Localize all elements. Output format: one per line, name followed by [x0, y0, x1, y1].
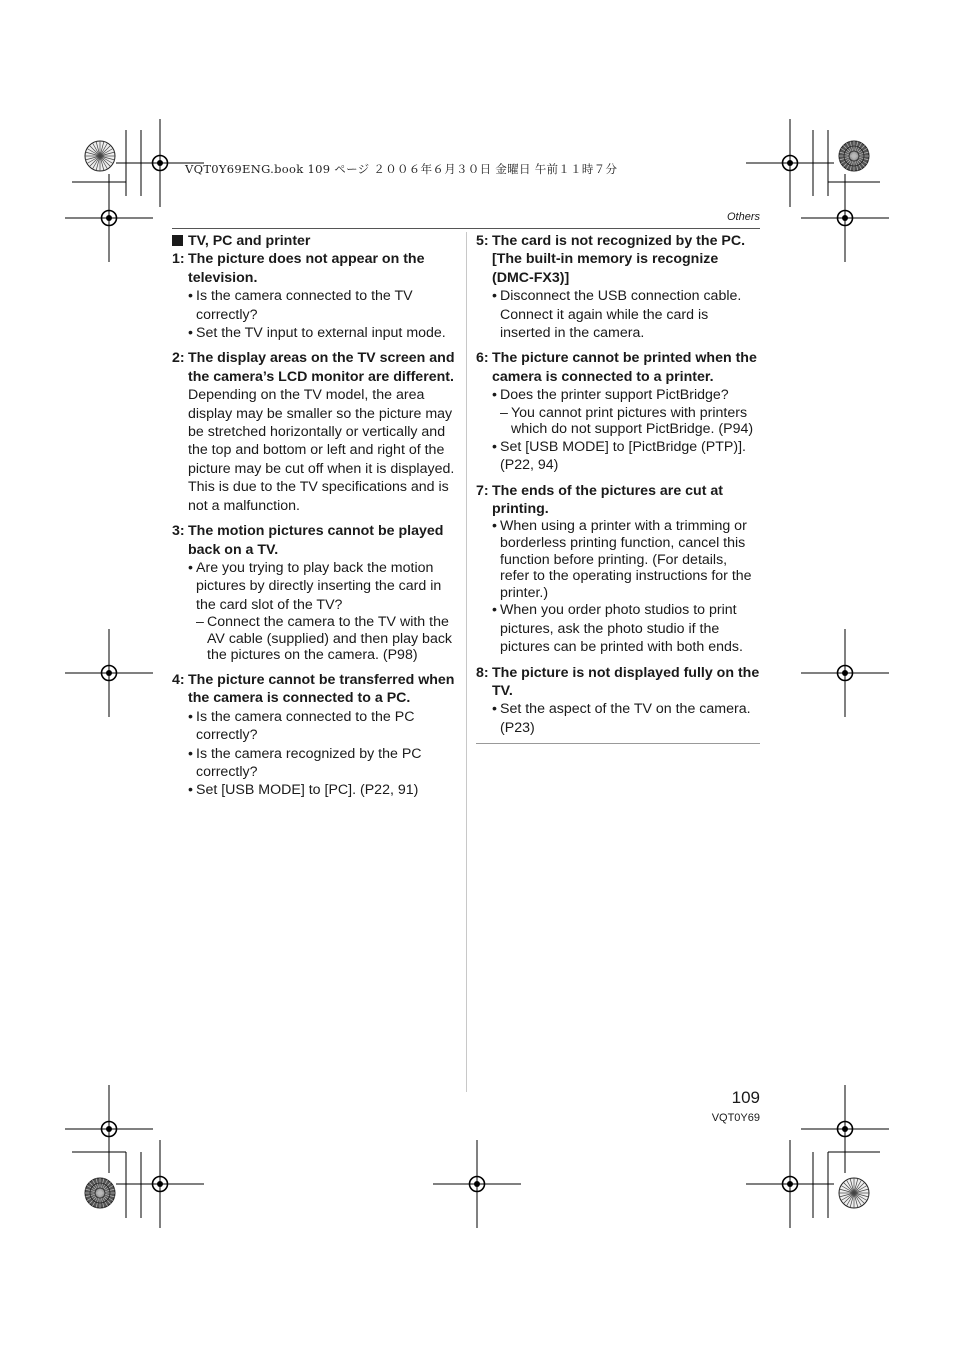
registration-mark-icon: [65, 1085, 153, 1173]
left-question-list: [172, 250, 460, 799]
bullet-item: [188, 781, 460, 799]
registration-mark-icon: [801, 629, 889, 717]
dash-icon: –: [500, 404, 508, 421]
item-title-text: The display areas on the TV screen and the camera’s LCD monitor are different.: [188, 350, 455, 385]
item-title: [172, 522, 460, 559]
bullet-text: Is the camera connected to the TV correctly?: [196, 288, 413, 323]
troubleshooting-item: [172, 250, 460, 342]
item-title: [172, 671, 460, 708]
item-title: [476, 232, 760, 287]
bullet-item: [188, 559, 460, 614]
registration-mark-icon: [65, 629, 153, 717]
header-rule: [172, 228, 760, 229]
registration-mark-icon: [433, 1140, 521, 1228]
right-question-list: [476, 232, 760, 737]
gray-wheel-icon: [839, 141, 869, 171]
item-number: 2:: [172, 350, 185, 367]
item-title-text: The card is not recognized by the PC. [The built-in memory is recognize (DMC-FX3)]: [492, 233, 746, 286]
bullet-item: [492, 700, 760, 737]
item-title: [172, 349, 460, 386]
item-number: 6:: [476, 350, 489, 367]
bullet-text: Disconnect the USB connection cable. Connect it again while the card is inserted in the camera.: [500, 288, 742, 342]
item-number: 5:: [476, 233, 489, 249]
bullet-text: Set [USB MODE] to [PC]. (P22, 91): [196, 782, 419, 799]
troubleshooting-item: [476, 664, 760, 738]
section-heading: [172, 232, 460, 250]
bullet-dot-icon: •: [188, 745, 193, 762]
bullet-dot-icon: •: [492, 602, 497, 619]
bullet-text: Does the printer support PictBridge?: [500, 387, 729, 404]
bullet-item: [188, 324, 460, 342]
registration-mark-icon: [116, 1140, 204, 1228]
bullet-dot-icon: •: [188, 325, 193, 342]
item-title-text: The ends of the pictures are cut at printing.: [492, 482, 723, 518]
bullet-dot-icon: •: [188, 559, 193, 576]
item-title: [476, 349, 760, 386]
item-body: [172, 287, 460, 342]
print-info-slug: VQT0Y69ENG.book 109 ページ ２００６年６月３０日 金曜日 午前１１時７分: [185, 162, 618, 176]
item-title-text: The picture is not displayed fully on the TV.: [492, 664, 760, 700]
bullet-dot-icon: •: [492, 288, 497, 305]
item-body: [172, 386, 460, 515]
item-title-text: The picture cannot be transferred when the camera is connected to a PC.: [188, 671, 455, 707]
item-title: [476, 482, 760, 519]
item-title: [172, 250, 460, 287]
item-title-text: The picture cannot be printed when the camera is connected to a printer.: [492, 350, 757, 385]
troubleshooting-item: [476, 232, 760, 342]
column-divider: [466, 232, 467, 1092]
item-title-text: The picture does not appear on the television.: [188, 251, 425, 286]
bullet-item: [188, 708, 460, 745]
registration-mark-icon: [801, 174, 889, 262]
right-column: [476, 232, 760, 744]
item-number: 3:: [172, 523, 185, 540]
page-number: 109: [731, 1088, 760, 1107]
troubleshooting-item: [172, 522, 460, 664]
registration-mark-icon: [746, 119, 834, 207]
bullet-item: [188, 287, 460, 324]
bullet-dot-icon: •: [492, 518, 497, 535]
item-title-text: The motion pictures cannot be played back on a TV.: [188, 523, 444, 558]
troubleshooting-item: [172, 671, 460, 800]
bullet-item: [492, 438, 760, 475]
bullet-item: [492, 518, 760, 601]
item-number: 4:: [172, 671, 185, 688]
bullet-dot-icon: •: [492, 438, 497, 455]
bullet-text: When using a printer with a trimming or borderless printing function, cancel this function before printing. (For details, refer to the operating instructions for the printer.): [500, 518, 752, 601]
square-bullet-icon: [172, 235, 183, 246]
bullet-text: Is the camera recognized by the PC correctly?: [196, 745, 422, 780]
item-body: [476, 287, 760, 342]
item-body: [172, 708, 460, 800]
bullet-item: [492, 601, 760, 656]
model-code: VQT0Y69: [711, 1112, 760, 1124]
section-name: Others: [726, 211, 760, 223]
gray-wheel-icon: [85, 1178, 115, 1208]
item-body: [476, 518, 760, 656]
bullet-text: Set [USB MODE] to [PictBridge (PTP)]. (P22, 94): [500, 438, 746, 474]
bullet-text: Set the aspect of the TV on the camera. (P23): [500, 701, 751, 736]
bullet-text: When you order photo studios to print pictures, ask the photo studio if the pictures can be printed with both ends.: [500, 602, 743, 656]
item-body: [172, 559, 460, 664]
sub-item: [188, 614, 460, 664]
item-number: 8:: [476, 664, 489, 681]
item-paragraph: Depending on the TV model, the area display may be smaller so the picture may be stretched horizontally or vertically and the top and bottom or left and right of the picture may be cut off when it is displayed. This is due to the TV specifications and is not a malfunction.: [188, 387, 455, 514]
bullet-item: [492, 287, 760, 342]
dash-icon: –: [196, 614, 204, 631]
registration-mark-icon: [746, 1140, 834, 1228]
bullet-text: Is the camera connected to the PC correctly?: [196, 708, 415, 744]
bullet-dot-icon: •: [188, 782, 193, 799]
registration-mark-icon: [65, 174, 153, 262]
sub-item-text: You cannot print pictures with printers which do not support PictBridge. (P94): [511, 404, 754, 438]
item-title: [476, 664, 760, 701]
item-body: [476, 386, 760, 474]
registration-mark-icon: [801, 1085, 889, 1173]
bullet-text: Set the TV input to external input mode.: [196, 325, 446, 342]
bullet-text: Are you trying to play back the motion pictures by directly inserting the card in the card slot of the TV?: [196, 559, 442, 613]
bullet-dot-icon: •: [492, 701, 497, 718]
bullet-dot-icon: •: [492, 387, 497, 404]
item-number: 1:: [172, 251, 185, 268]
item-number: 7:: [476, 482, 489, 499]
color-wheel-icon: [839, 1178, 869, 1208]
item-body: [476, 700, 760, 737]
sub-item: [492, 405, 760, 438]
bullet-dot-icon: •: [188, 288, 193, 305]
color-wheel-icon: [85, 141, 115, 171]
bullet-item: [188, 745, 460, 782]
section-heading-text: TV, PC and printer: [188, 233, 311, 249]
end-rule: [476, 743, 760, 744]
troubleshooting-item: [476, 349, 760, 474]
troubleshooting-item: [476, 482, 760, 657]
bullet-dot-icon: •: [188, 708, 193, 725]
troubleshooting-item: [172, 349, 460, 515]
bullet-item: [492, 386, 760, 404]
left-column: [172, 232, 460, 800]
sub-item-text: Connect the camera to the TV with the AV cable (supplied) and then play back the pictures on the camera. (P98): [207, 614, 453, 664]
